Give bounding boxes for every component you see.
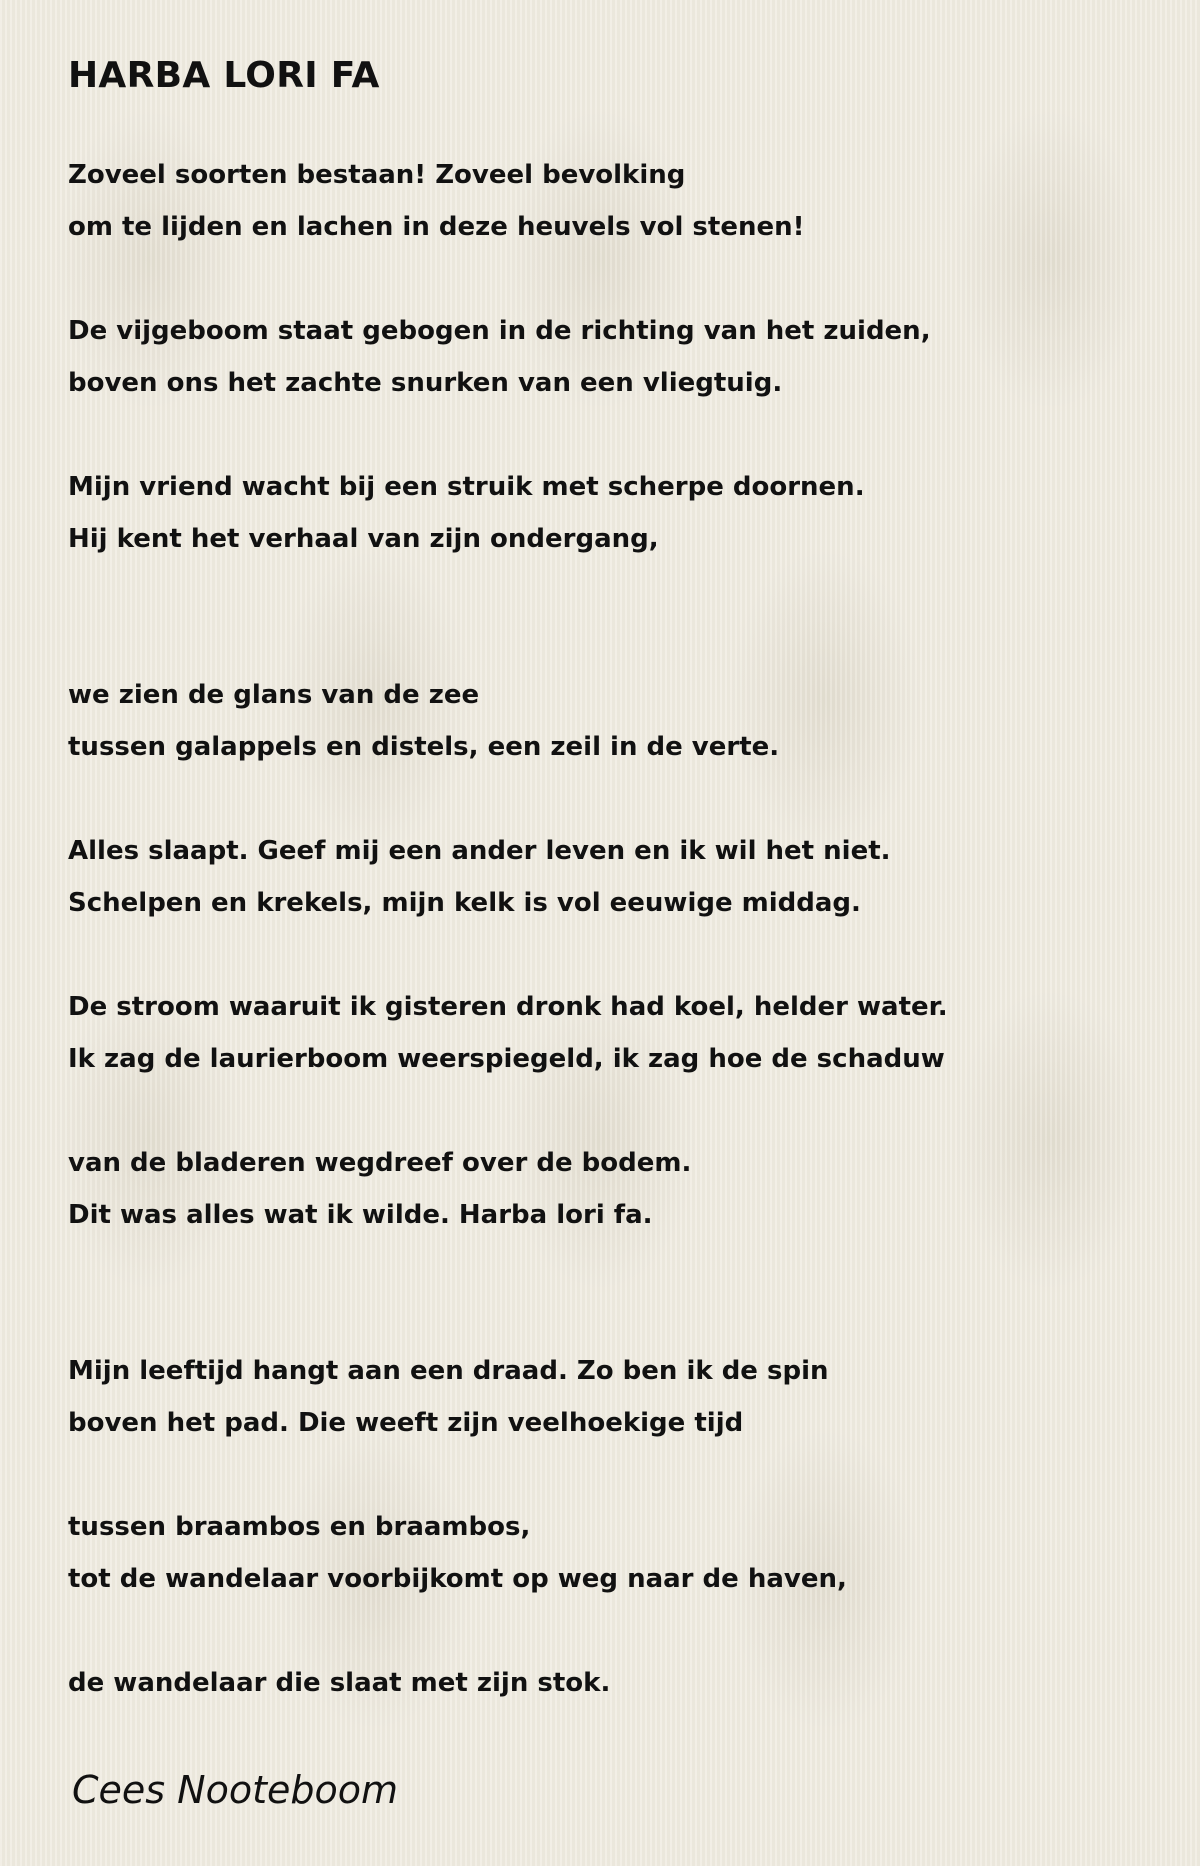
poem-line: om te lijden en lachen in deze heuvels vol stenen!	[68, 212, 805, 242]
poem-line: Schelpen en krekels, mijn kelk is vol eeuwige middag.	[68, 888, 861, 918]
poem-line: tot de wandelaar voorbijkomt op weg naar de haven,	[68, 1564, 847, 1594]
poem-line: Mijn vriend wacht bij een struik met scherpe doornen.	[68, 472, 865, 502]
poem-line: boven ons het zachte snurken van een vliegtuig.	[68, 368, 783, 398]
poem-line: Ik zag de laurierboom weerspiegeld, ik zag hoe de schaduw	[68, 1044, 945, 1074]
poem-line: tussen braambos en braambos,	[68, 1512, 531, 1542]
poem-line: tussen galappels en distels, een zeil in de verte.	[68, 732, 780, 762]
poem-line: Mijn leeftijd hangt aan een draad. Zo ben ik de spin	[68, 1356, 829, 1386]
poem-line: boven het pad. Die weeft zijn veelhoekige tijd	[68, 1408, 744, 1438]
poem-line: De stroom waaruit ik gisteren dronk had koel, helder water.	[68, 992, 948, 1022]
poem-line: we zien de glans van de zee	[68, 680, 480, 710]
poem-author: Cees Nooteboom	[72, 1768, 399, 1812]
poem-line: Alles slaapt. Geef mij een ander leven en ik wil het niet.	[68, 836, 891, 866]
poem-line: Zoveel soorten bestaan! Zoveel bevolking	[68, 160, 686, 190]
poem-title: HARBA LORI FA	[68, 55, 380, 96]
poem-line: De vijgeboom staat gebogen in de richting van het zuiden,	[68, 316, 931, 346]
poem-line: Hij kent het verhaal van zijn ondergang,	[68, 524, 659, 554]
poem-line: Dit was alles wat ik wilde. Harba lori fa.	[68, 1200, 653, 1230]
poem-line: de wandelaar die slaat met zijn stok.	[68, 1668, 611, 1698]
poem-line: van de bladeren wegdreef over de bodem.	[68, 1148, 692, 1178]
